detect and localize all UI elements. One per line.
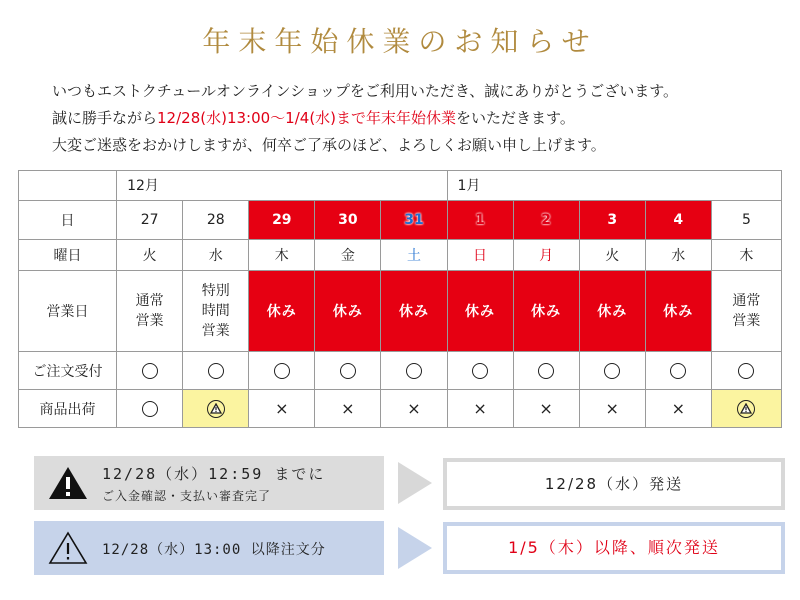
row-label-day: 日 bbox=[19, 200, 117, 239]
circle-icon bbox=[670, 363, 686, 379]
order-cell bbox=[645, 352, 711, 390]
closure-period: 12/28(水)13:00～1/4(水)まで年末年始休業 bbox=[157, 109, 457, 127]
business-label: 営業 bbox=[201, 323, 230, 340]
order-cell bbox=[117, 352, 183, 390]
ship-cell bbox=[447, 390, 513, 428]
warning-circle-icon bbox=[207, 400, 225, 418]
weekday-cell: 日 bbox=[447, 239, 513, 271]
day-cell: 4 bbox=[645, 200, 711, 239]
ship-cell bbox=[381, 390, 447, 428]
business-cell-special bbox=[183, 271, 249, 352]
normal-label: 通常 bbox=[135, 293, 164, 310]
day-number: 1 bbox=[475, 211, 485, 228]
ship-cell bbox=[579, 390, 645, 428]
order-cell bbox=[249, 352, 315, 390]
cross-icon: × bbox=[341, 399, 355, 419]
intro-line-2-suffix: をいただきます。 bbox=[456, 109, 575, 127]
note-after-cutoff bbox=[34, 521, 384, 575]
order-cell bbox=[579, 352, 645, 390]
special-label: 特別 bbox=[201, 283, 230, 300]
order-cell bbox=[711, 352, 781, 390]
ship-cell bbox=[315, 390, 381, 428]
intro-line-3: 大変ご迷惑をおかけしますが、何卒ご了承のほど、よろしくお願い申し上げます。 bbox=[52, 136, 606, 154]
business-cell-closed: 休み bbox=[513, 271, 579, 352]
day-cell bbox=[447, 200, 513, 239]
cross-icon: × bbox=[407, 399, 421, 419]
business-cell-closed: 休み bbox=[249, 271, 315, 352]
ship-cell bbox=[183, 390, 249, 428]
order-cell bbox=[381, 352, 447, 390]
intro-text bbox=[52, 78, 678, 159]
after-cutoff-text: 12/28（水）13:00 以降注文分 bbox=[102, 542, 326, 558]
warning-outline-icon bbox=[48, 531, 88, 569]
weekday-cell: 水 bbox=[183, 239, 249, 271]
ship-cell bbox=[711, 390, 781, 428]
business-label: 営業 bbox=[732, 313, 761, 330]
business-cell-closed: 休み bbox=[315, 271, 381, 352]
circle-icon bbox=[738, 363, 754, 379]
business-label: 営業 bbox=[135, 313, 164, 330]
normal-label: 通常 bbox=[732, 293, 761, 310]
holiday-calendar bbox=[18, 170, 782, 428]
day-row bbox=[19, 200, 782, 239]
arrow-right-icon bbox=[398, 462, 432, 508]
circle-icon bbox=[142, 401, 158, 417]
day-cell bbox=[513, 200, 579, 239]
ship-cell bbox=[645, 390, 711, 428]
cutoff-time-text: 12/28（水）12:59 までに bbox=[102, 465, 326, 483]
business-cell-normal bbox=[117, 271, 183, 352]
warning-filled-icon bbox=[48, 466, 88, 504]
weekday-cell: 木 bbox=[249, 239, 315, 271]
weekday-cell: 金 bbox=[315, 239, 381, 271]
row-label-ship: 商品出荷 bbox=[19, 390, 117, 428]
business-day-row bbox=[19, 271, 782, 352]
note-before-cutoff bbox=[34, 456, 384, 510]
ship-cell bbox=[513, 390, 579, 428]
cross-icon: × bbox=[539, 399, 553, 419]
circle-icon bbox=[472, 363, 488, 379]
page-title: 年末年始休業のお知らせ bbox=[202, 25, 598, 58]
ship-cell bbox=[117, 390, 183, 428]
day-cell: 28 bbox=[183, 200, 249, 239]
weekday-cell: 木 bbox=[711, 239, 781, 271]
day-cell: 5 bbox=[711, 200, 781, 239]
cross-icon: × bbox=[671, 399, 685, 419]
weekday-cell: 水 bbox=[645, 239, 711, 271]
business-cell-closed: 休み bbox=[381, 271, 447, 352]
circle-icon bbox=[274, 363, 290, 379]
ship-date-after: 1/5（木）以降、順次発送 bbox=[443, 522, 785, 574]
day-number: 2 bbox=[541, 211, 551, 228]
weekday-cell: 土 bbox=[381, 239, 447, 271]
weekday-cell: 火 bbox=[579, 239, 645, 271]
circle-icon bbox=[538, 363, 554, 379]
row-label-order: ご注文受付 bbox=[19, 352, 117, 390]
order-cell bbox=[513, 352, 579, 390]
payment-condition-text: ご入金確認・支払い審査完了 bbox=[102, 489, 272, 503]
circle-icon bbox=[208, 363, 224, 379]
order-cell bbox=[183, 352, 249, 390]
day-cell: 3 bbox=[579, 200, 645, 239]
business-cell-normal bbox=[711, 271, 781, 352]
day-cell: 27 bbox=[117, 200, 183, 239]
row-label-weekday: 曜日 bbox=[19, 239, 117, 271]
day-number: 31 bbox=[404, 211, 424, 228]
order-cell bbox=[315, 352, 381, 390]
weekday-cell: 火 bbox=[117, 239, 183, 271]
row-label-business: 営業日 bbox=[19, 271, 117, 352]
warning-circle-icon bbox=[737, 400, 755, 418]
cross-icon: × bbox=[473, 399, 487, 419]
arrow-right-icon bbox=[398, 527, 432, 573]
month-row bbox=[19, 171, 782, 201]
circle-icon bbox=[406, 363, 422, 379]
intro-line-2-prefix: 誠に勝手ながら bbox=[52, 109, 158, 127]
weekday-cell: 月 bbox=[513, 239, 579, 271]
day-cell: 30 bbox=[315, 200, 381, 239]
business-cell-closed: 休み bbox=[579, 271, 645, 352]
circle-icon bbox=[142, 363, 158, 379]
shipping-row bbox=[19, 390, 782, 428]
intro-line-1: いつもエストクチュールオンラインショップをご利用いただき、誠にありがとうございます。 bbox=[52, 82, 679, 100]
day-cell: 29 bbox=[249, 200, 315, 239]
weekday-row bbox=[19, 239, 782, 271]
business-cell-closed: 休み bbox=[645, 271, 711, 352]
cross-icon: × bbox=[605, 399, 619, 419]
ship-date-before: 12/28（水）発送 bbox=[443, 458, 785, 510]
month-january: 1月 bbox=[447, 171, 781, 201]
intro-line-2 bbox=[52, 105, 678, 132]
ship-cell bbox=[249, 390, 315, 428]
circle-icon bbox=[604, 363, 620, 379]
business-cell-closed: 休み bbox=[447, 271, 513, 352]
day-cell bbox=[381, 200, 447, 239]
circle-icon bbox=[340, 363, 356, 379]
corner-cell bbox=[19, 171, 117, 201]
order-acceptance-row bbox=[19, 352, 782, 390]
hours-label: 時間 bbox=[201, 303, 230, 320]
month-december: 12月 bbox=[117, 171, 447, 201]
order-cell bbox=[447, 352, 513, 390]
cross-icon: × bbox=[275, 399, 289, 419]
